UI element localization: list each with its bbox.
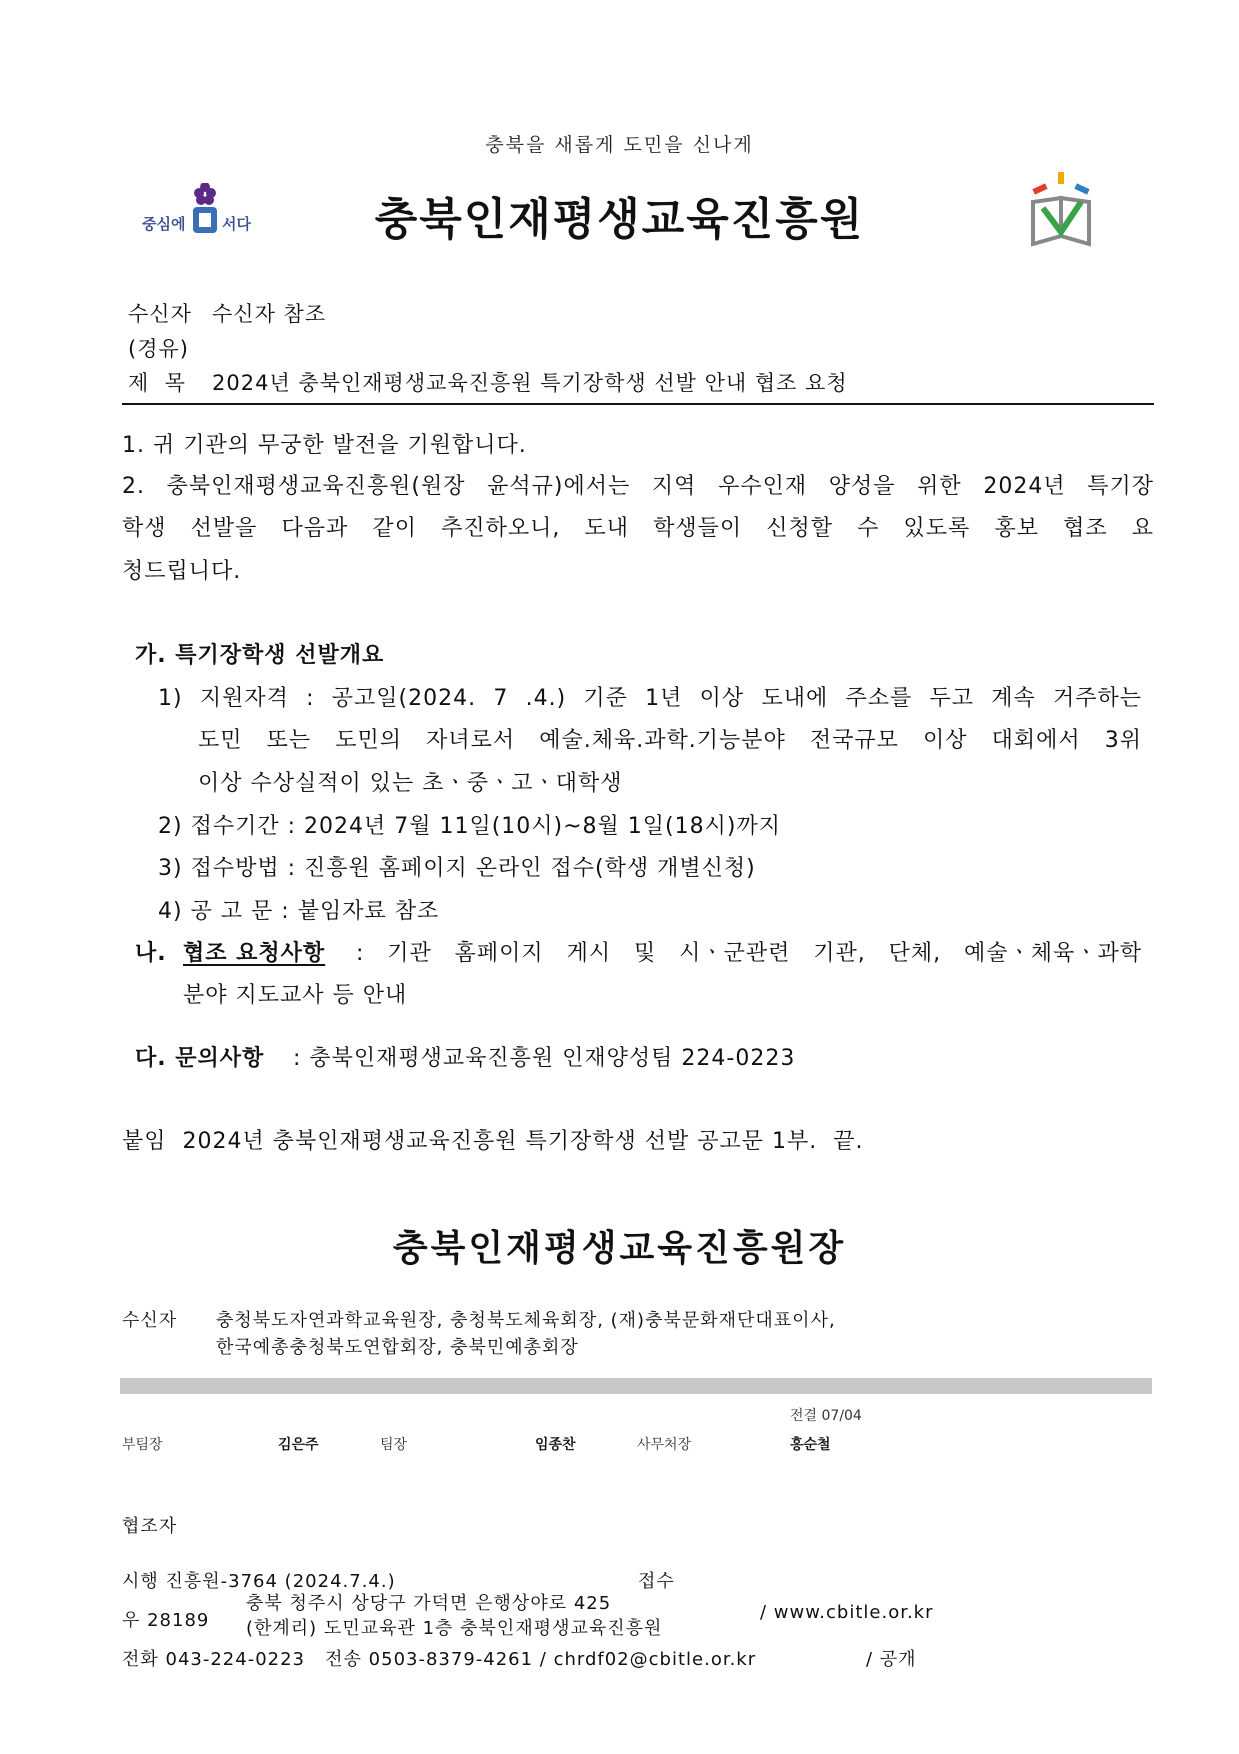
enforcement-number: 시행 진흥원-3764 (2024.7.4.): [122, 1571, 396, 1592]
paragraph-2-line-1: 2. 충북인재평생교육진흥원(원장 윤석규)에서는 지역 우수인재 양성을 위한 2024년 특기장: [122, 474, 1154, 499]
item-1-line-1: 1) 지원자격 : 공고일(2024. 7 .4.) 기준 1년 이상 도내에 주소를 두고 계속 거주하는: [158, 686, 1142, 711]
contact-info: 전화 043-224-0223 전송 0503-8379-4261 / chrdf02@cbitle.or.kr: [122, 1649, 757, 1670]
footer-recipient-line-2: 한국예총충청북도연합회장, 충북민예총회장: [216, 1337, 579, 1358]
right-logo: [1025, 172, 1099, 252]
recipient-label: 수신자: [128, 302, 192, 326]
org-title: 충북인재평생교육진흥원: [374, 194, 865, 245]
item-4: 4) 공 고 문 : 붙임자료 참조: [158, 899, 440, 924]
postal-code: 우 28189: [122, 1610, 210, 1631]
website-link[interactable]: / www.cbitle.or.kr: [760, 1602, 934, 1623]
subject-label: 제 목: [128, 371, 186, 395]
approver-role-2: 팀장: [380, 1437, 408, 1453]
approver-role-3: 사무처장: [637, 1437, 692, 1453]
paragraph-1: 1. 귀 기관의 무궁한 발전을 기원합니다.: [122, 433, 527, 458]
item-1-line-2: 도민 또는 도민의 자녀로서 예술.체육.과학.기능분야 전국규모 이상 대회에서 3위: [198, 728, 1142, 753]
cooperator-label: 협조자: [122, 1516, 178, 1537]
section-na-title: 협조 요청사항: [183, 941, 326, 966]
subject-value: 2024년 충북인재평생교육진흥원 특기장학생 선발 안내 협조 요청: [212, 371, 848, 395]
section-na-line-1: : 기관 홈페이지 게시 및 시ㆍ군관련 기관, 단체, 예술ㆍ체육ㆍ과학: [356, 941, 1142, 966]
issuer-signature: 충북인재평생교육진흥원장: [392, 1228, 847, 1269]
approval-bar: [120, 1378, 1152, 1394]
section-ga-heading: 가. 특기장학생 선발개요: [135, 643, 385, 668]
left-logo-text-1: 중심에: [142, 215, 186, 233]
attachment: 붙임 2024년 충북인재평생교육진흥원 특기장학생 선발 공고문 1부. 끝.: [122, 1129, 864, 1154]
item-2: 2) 접수기간 : 2024년 7월 11일(10시)~8월 1일(18시)까지: [158, 814, 781, 839]
approver-name-2: 임종찬: [535, 1437, 576, 1453]
footer-recipient-label: 수신자: [122, 1310, 178, 1331]
receipt-label: 접수: [638, 1571, 675, 1592]
section-na-line-2: 분야 지도교사 등 안내: [183, 983, 408, 1008]
address-line-2: (한계리) 도민교육관 1층 충북인재평생교육진흥원: [246, 1618, 663, 1639]
item-1-line-3: 이상 수상실적이 있는 초ㆍ중ㆍ고ㆍ대학생: [198, 771, 623, 796]
section-na-prefix: 나.: [135, 941, 167, 966]
section-da-text: : 충북인재평생교육진흥원 인재양성팀 224-0223: [293, 1046, 796, 1071]
paragraph-2-line-3: 청드립니다.: [122, 559, 242, 584]
address-line-1: 충북 청주시 상당구 가덕면 은행상야로 425: [246, 1593, 612, 1614]
via-label: (경유): [128, 337, 189, 361]
slogan: 충북을 새롭게 도민을 신나게: [485, 134, 754, 156]
paragraph-2-line-2: 학생 선발을 다음과 같이 추진하오니, 도내 학생들이 신청할 수 있도록 홍보 협조 요: [122, 516, 1154, 541]
header-divider: [122, 403, 1154, 405]
book-logo-icon: [1025, 172, 1099, 252]
disclosure-status: / 공개: [866, 1649, 917, 1670]
item-3: 3) 접수방법 : 진흥원 홈페이지 온라인 접수(학생 개별신청): [158, 856, 756, 881]
recipient-value: 수신자 참조: [212, 302, 327, 326]
left-logo-text-2: 서다: [222, 215, 251, 233]
approver-role-1: 부팀장: [122, 1437, 163, 1453]
approver-name-1: 김은주: [278, 1437, 319, 1453]
approver-name-3: 홍순철: [790, 1437, 831, 1453]
section-da-title: 다. 문의사항: [135, 1046, 265, 1071]
footer-recipient-line-1: 충청북도자연과학교육원장, 충청북도체육회장, (재)충북문화재단대표이사,: [216, 1310, 836, 1331]
approval-date: 전결 07/04: [790, 1408, 862, 1424]
